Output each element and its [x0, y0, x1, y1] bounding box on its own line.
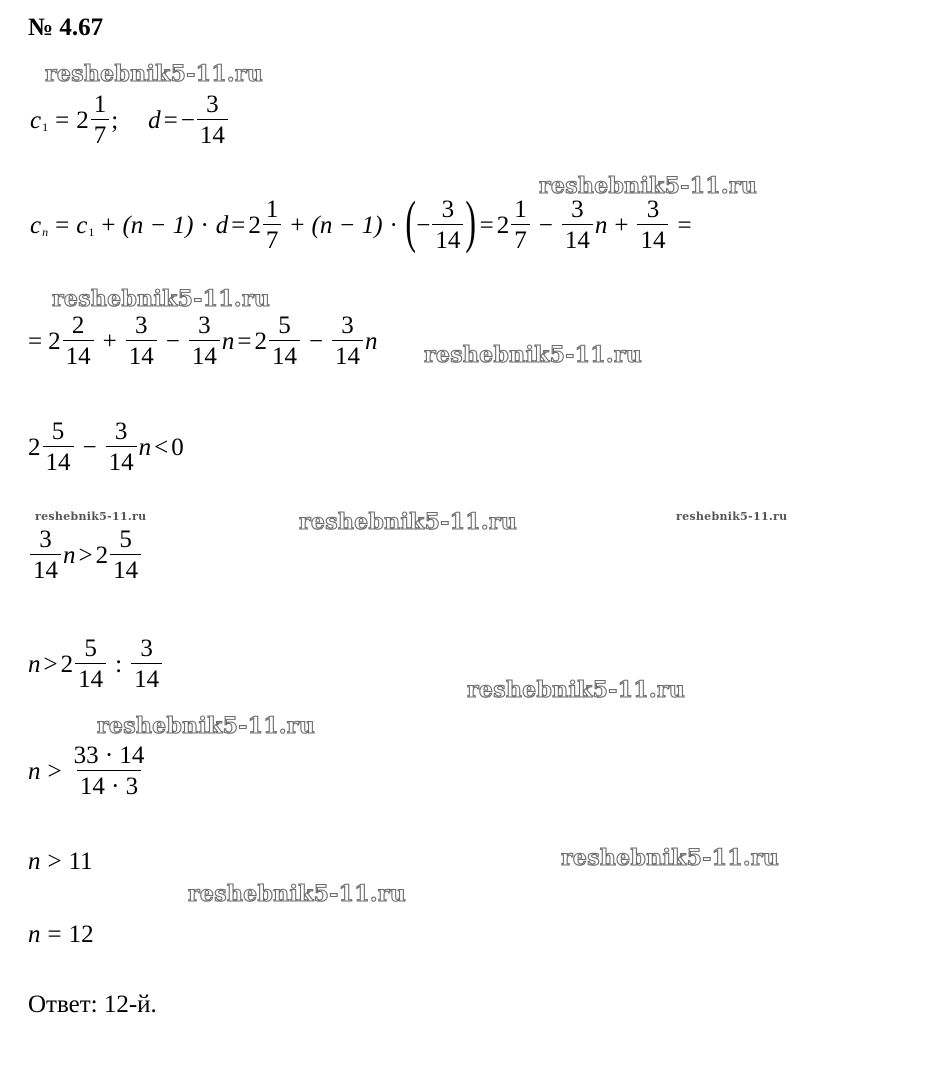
- denominator: 7: [263, 224, 282, 253]
- fraction: [511, 197, 530, 253]
- watermark: reshebnik5-11.ru: [35, 510, 147, 523]
- minus: −: [180, 106, 195, 134]
- numerator: 3: [39, 526, 52, 553]
- fraction: [110, 527, 141, 583]
- equals: =: [28, 327, 43, 355]
- denominator: 7: [91, 119, 110, 148]
- fraction: [63, 313, 94, 369]
- value: 12: [68, 921, 94, 948]
- plus: +: [290, 211, 305, 239]
- zero: 0: [171, 433, 184, 461]
- plus: +: [101, 211, 116, 239]
- numerator: 5: [119, 526, 132, 553]
- var-n: n: [28, 848, 41, 875]
- denominator: 14: [562, 224, 593, 253]
- fraction: [91, 92, 110, 148]
- numerator: 3: [134, 312, 148, 339]
- less-than: <: [154, 433, 169, 461]
- var-d: d: [215, 211, 229, 239]
- equals: =: [163, 106, 178, 134]
- greater-than: >: [47, 757, 62, 785]
- paren-close: ): [465, 189, 477, 254]
- minus: −: [82, 433, 97, 461]
- numerator: 3: [140, 635, 153, 662]
- equals: =: [55, 211, 70, 239]
- subscript: 1: [88, 225, 95, 239]
- watermark: reshebnik5-11.ru: [188, 881, 407, 907]
- var-c: c: [30, 106, 42, 134]
- value: 11: [68, 848, 93, 875]
- greater-than: >: [43, 650, 58, 678]
- whole-part: 2: [496, 211, 510, 239]
- numerator: 3: [441, 196, 455, 223]
- n-minus-one: (n − 1): [311, 211, 383, 239]
- equals: =: [55, 106, 70, 134]
- denominator: 14: [332, 340, 363, 369]
- fraction: [189, 313, 220, 369]
- denominator: 14: [63, 340, 94, 369]
- fraction: [75, 636, 106, 692]
- var-n: n: [28, 921, 41, 948]
- equals: =: [231, 211, 246, 239]
- whole-part: 2: [48, 327, 61, 355]
- fraction: [263, 197, 282, 253]
- denominator: 14: [75, 663, 106, 692]
- denominator: 7: [511, 224, 530, 253]
- watermark: reshebnik5-11.ru: [676, 510, 788, 523]
- fraction: [43, 419, 74, 475]
- given-values: [30, 92, 230, 148]
- fraction: [197, 92, 228, 148]
- watermark: reshebnik5-11.ru: [45, 61, 264, 87]
- whole-part: 2: [28, 433, 41, 461]
- subscript: 1: [42, 120, 49, 134]
- numerator: 33 · 14: [73, 742, 145, 769]
- colon: :: [115, 650, 123, 678]
- equals: =: [47, 921, 62, 948]
- result: [28, 922, 94, 947]
- var-c: c: [30, 211, 42, 239]
- var-n: n: [28, 650, 41, 678]
- numerator: 1: [265, 196, 279, 223]
- inequality-4: [28, 743, 149, 799]
- minus: −: [538, 211, 553, 239]
- equals: =: [237, 327, 252, 355]
- greater-than: >: [78, 541, 93, 569]
- whole-part: 2: [76, 106, 89, 134]
- fraction: [71, 743, 148, 799]
- watermark: reshebnik5-11.ru: [97, 713, 316, 739]
- answer: Ответ: 12-й.: [28, 991, 157, 1018]
- denominator: 14: [43, 446, 74, 475]
- fraction: [637, 197, 668, 253]
- n-minus-one: (n − 1): [122, 211, 194, 239]
- denominator: 14: [637, 224, 668, 253]
- numerator: 1: [514, 196, 527, 223]
- equals: =: [479, 211, 494, 239]
- fraction: [126, 313, 157, 369]
- denominator: 14: [110, 554, 141, 583]
- minus: −: [165, 327, 180, 355]
- fraction: [131, 636, 162, 692]
- denominator: 14: [189, 340, 220, 369]
- numerator: 3: [198, 312, 211, 339]
- denominator: 14: [269, 340, 300, 369]
- watermark: reshebnik5-11.ru: [539, 173, 758, 199]
- watermark: reshebnik5-11.ru: [52, 286, 271, 312]
- watermark: reshebnik5-11.ru: [299, 509, 518, 535]
- denominator: 14 · 3: [77, 770, 141, 799]
- fraction: [269, 313, 300, 369]
- numerator: 2: [71, 312, 85, 339]
- problem-number: № 4.67: [28, 14, 104, 41]
- fraction: [432, 197, 463, 253]
- numerator: 3: [114, 418, 128, 445]
- numerator: 3: [341, 312, 354, 339]
- var-n: n: [221, 327, 235, 355]
- whole-part: 2: [254, 327, 267, 355]
- denominator: 14: [30, 554, 61, 583]
- denominator: 14: [197, 119, 228, 148]
- general-term-formula: [30, 189, 699, 254]
- watermark: reshebnik5-11.ru: [561, 845, 780, 871]
- watermark: reshebnik5-11.ru: [467, 677, 686, 703]
- var-d: d: [148, 106, 161, 134]
- denominator: 14: [432, 224, 463, 253]
- fraction: [332, 313, 363, 369]
- plus: +: [102, 327, 117, 355]
- numerator: 1: [93, 91, 107, 118]
- var-n: n: [63, 541, 76, 569]
- numerator: 3: [571, 196, 584, 223]
- watermark: reshebnik5-11.ru: [424, 342, 643, 368]
- dot: ·: [200, 211, 209, 239]
- whole-part: 2: [248, 211, 261, 239]
- minus: −: [308, 327, 324, 355]
- var-n: n: [138, 433, 152, 461]
- whole-part: 2: [95, 541, 109, 569]
- fraction: [30, 527, 61, 583]
- denominator: 14: [131, 663, 162, 692]
- numerator: 3: [646, 196, 660, 223]
- denominator: 14: [106, 446, 137, 475]
- inequality-2: [28, 527, 143, 583]
- inequality-1: [28, 419, 184, 475]
- equals: =: [677, 211, 692, 239]
- inequality-5: [28, 849, 93, 874]
- whole-part: 2: [60, 650, 74, 678]
- var-c: c: [76, 211, 88, 239]
- denominator: 14: [126, 340, 157, 369]
- inequality-3: [28, 636, 164, 692]
- numerator: 5: [51, 418, 65, 445]
- fraction: [562, 197, 593, 253]
- var-n: n: [594, 211, 608, 239]
- greater-than: >: [47, 848, 62, 875]
- plus: +: [614, 211, 629, 239]
- numerator: 5: [278, 312, 291, 339]
- var-n: n: [28, 757, 41, 785]
- var-n: n: [365, 327, 378, 355]
- semicolon: ;: [111, 106, 119, 134]
- subscript: n: [42, 225, 49, 239]
- numerator: 5: [84, 635, 97, 662]
- simplification: [28, 313, 378, 369]
- numerator: 3: [206, 91, 219, 118]
- minus: −: [416, 211, 431, 239]
- paren-open: (: [405, 189, 416, 254]
- dot: ·: [389, 211, 398, 239]
- fraction: [106, 419, 137, 475]
